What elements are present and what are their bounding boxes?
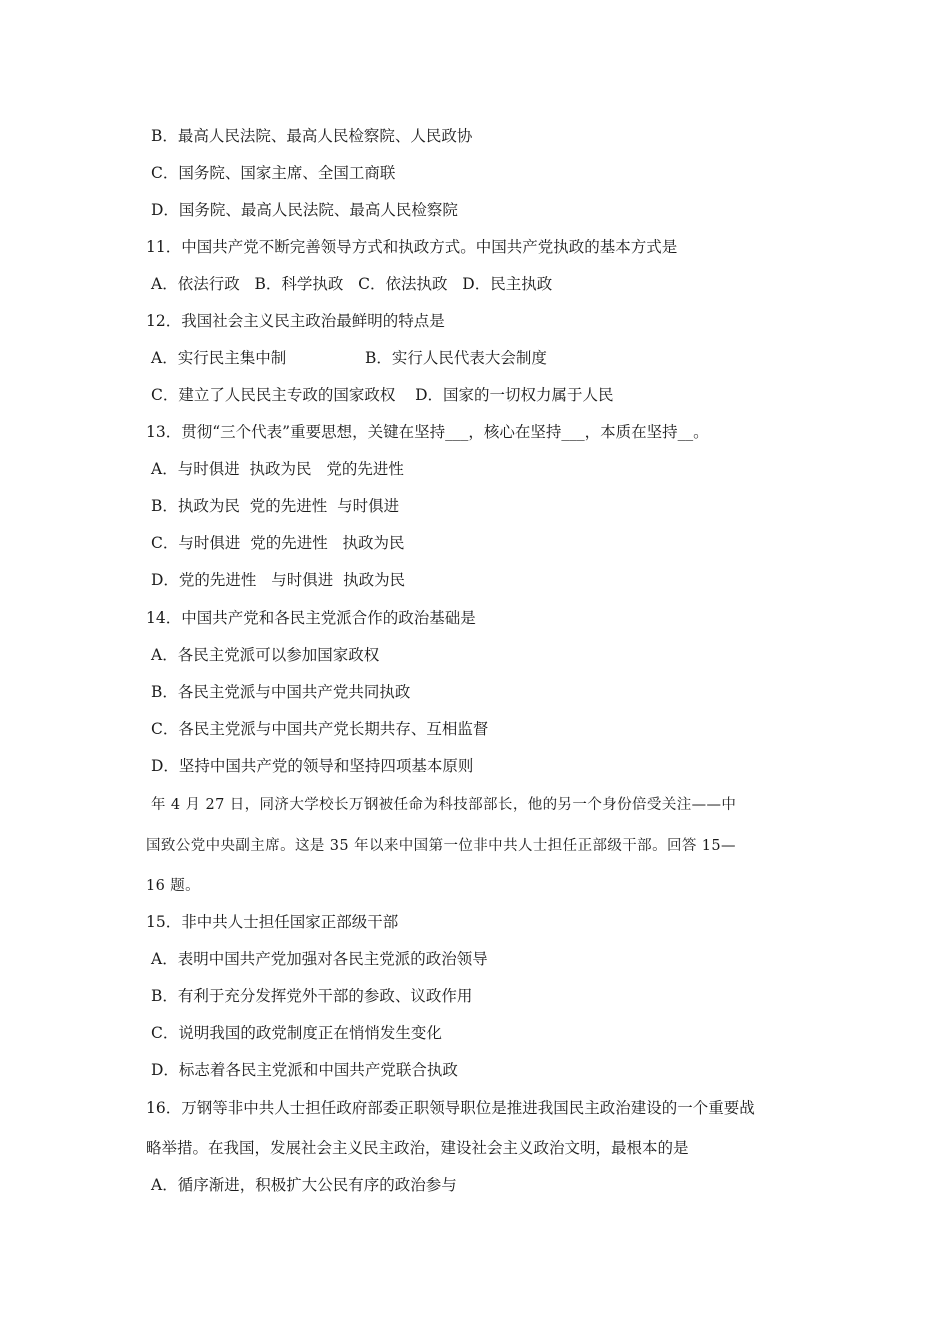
q15-option-b: B．有利于充分发挥党外干部的参政、议政作用 [151,987,473,1005]
q10-option-c: C．国务院、国家主席、全国工商联 [151,164,396,182]
q14-option-d: D．坚持中国共产党的领导和坚持四项基本原则 [151,757,474,775]
q10-option-d: D．国务院、最高人民法院、最高人民检察院 [151,201,458,219]
q10-option-b: B．最高人民法院、最高人民检察院、人民政协 [151,127,473,145]
question-15: 15．非中共人士担任国家正部级干部 [146,913,399,931]
q13-option-a: A．与时俱进 执政为民 党的先进性 [151,460,404,478]
q12-options-ab: A．实行民主集中制 B．实行人民代表大会制度 [151,349,547,367]
q12-options-cd: C．建立了人民民主专政的国家政权 D．国家的一切权力属于人民 [151,386,614,404]
question-11: 11．中国共产党不断完善领导方式和执政方式。中国共产党执政的基本方式是 [146,238,678,256]
q14-option-a: A．各民主党派可以参加国家政权 [151,646,380,664]
q13-option-d: D．党的先进性 与时俱进 执政为民 [151,571,406,589]
question-14: 14．中国共产党和各民主党派合作的政治基础是 [146,609,476,627]
question-13: 13．贯彻“三个代表”重要思想，关键在坚持___，核心在坚持___，本质在坚持__。 [146,423,709,441]
q16-option-a: A．循序渐进，积极扩大公民有序的政治参与 [151,1176,457,1194]
q15-option-c: C．说明我国的政党制度正在悄悄发生变化 [151,1024,442,1042]
q15-option-d: D．标志着各民主党派和中国共产党联合执政 [151,1061,458,1079]
question-16-line-2: 略举措。在我国，发展社会主义民主政治，建设社会主义政治文明，最根本的是 [146,1139,689,1157]
q14-option-b: B．各民主党派与中国共产党共同执政 [151,683,411,701]
q13-option-b: B．执政为民 党的先进性 与时俱进 [151,497,400,515]
passage-line-1: 年 4 月 27 日，同济大学校长万钢被任命为科技部部长，他的另一个身份倍受关注——中 [146,797,737,813]
q13-option-c: C．与时俱进 党的先进性 执政为民 [151,534,405,552]
passage-line-2: 国致公党中央副主席。这是 35 年以来中国第一位非中共人士担任正部级干部。回答 15— [146,838,736,854]
q15-option-a: A．表明中国共产党加强对各民主党派的政治领导 [151,950,488,968]
question-12: 12．我国社会主义民主政治最鲜明的特点是 [146,312,445,330]
question-16-line-1: 16．万钢等非中共人士担任政府部委正职领导职位是推进我国民主政治建设的一个重要战 [146,1099,755,1117]
passage-line-3: 16 题。 [146,878,201,894]
q14-option-c: C．各民主党派与中国共产党长期共存、互相监督 [151,720,489,738]
q11-options: A．依法行政 B．科学执政 C．依法执政 D．民主执政 [151,275,553,293]
